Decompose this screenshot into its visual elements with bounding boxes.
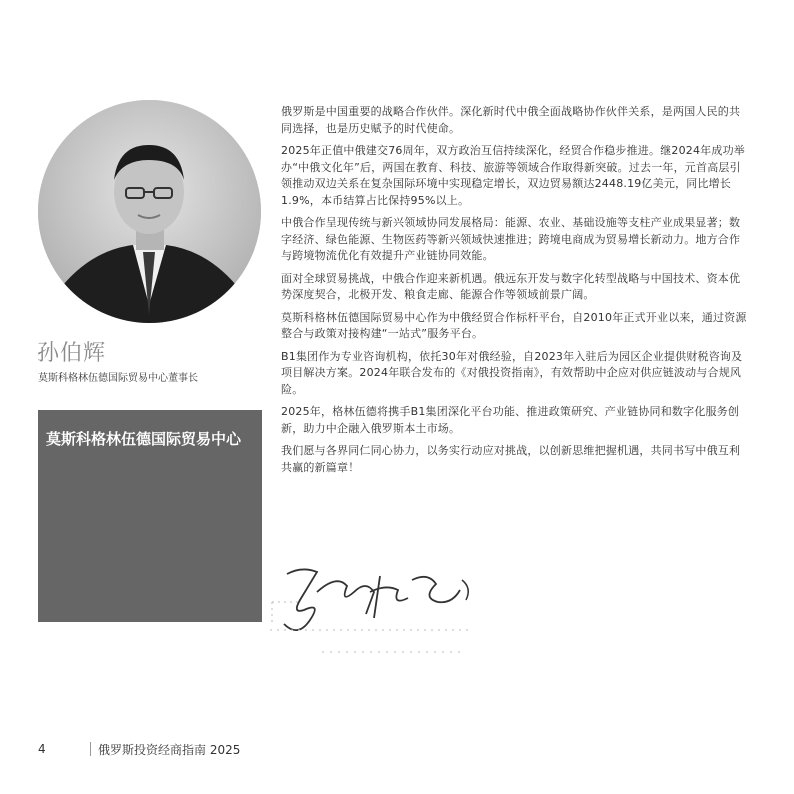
signature [262, 552, 502, 666]
footer-title: 俄罗斯投资经商指南 2025 [98, 743, 241, 757]
body-paragraph: 莫斯科格林伍德国际贸易中心作为中俄经贸合作标杆平台，自2010年正式开业以来，通过资源整合与政策对接构建“一站式”服务平台。 [281, 310, 747, 340]
page-number: 4 [38, 742, 46, 756]
sidebar-box-title: 莫斯科格林伍德国际贸易中心 [46, 430, 242, 448]
body-paragraph: 我们愿与各界同仁同心协力，以务实行动应对挑战，以创新思维把握机遇，共同书写中俄互利共赢的新篇章！ [281, 444, 741, 474]
body-paragraph: 面对全球贸易挑战，中俄合作迎来新机遇。俄远东开发与数字化转型战略与中国技术、资本优势深度契合，北极开发、粮食走廊、能源合作等领域前景广阔。 [281, 271, 741, 301]
person-title: 莫斯科格林伍德国际贸易中心董事长 [38, 373, 198, 384]
sidebar-box [38, 410, 262, 622]
letter-body [281, 104, 751, 482]
body-paragraph: B1集团作为专业咨询机构，依托30年对俄经验，自2023年入驻后为园区企业提供财税咨询及项目解决方案。2024年联合发布的《对俄投资指南》，有效帮助中企应对供应链波动与合规风险。 [281, 349, 743, 396]
body-paragraph: 中俄合作呈现传统与新兴领域协同发展格局：能源、农业、基础设施等支柱产业成果显著；数字经济、绿色能源、生物医药等新兴领域快速推进；跨境电商成为贸易增长新动力。地方合作与跨境物流优化有效提升产业链协同效能。 [281, 216, 741, 262]
body-paragraph: 俄罗斯是中国重要的战略合作伙伴。深化新时代中俄全面战略协作伙伴关系，是两国人民的共同选择，也是历史赋予的时代使命。 [281, 105, 741, 135]
portrait-image [38, 100, 261, 323]
footer-divider [90, 742, 91, 756]
portrait-photo [38, 100, 261, 323]
body-paragraph: 2025年，格林伍德将携手B1集团深化平台功能、推进政策研究、产业链协同和数字化服务创新，助力中企融入俄罗斯本土市场。 [281, 405, 740, 435]
person-name: 孙伯辉 [37, 341, 107, 366]
body-paragraph: 2025年正值中俄建交76周年，双方政治互信持续深化，经贸合作稳步推进。继2024年成功举办“中俄文化年”后，两国在教育、科技、旅游等领域合作取得新突破。过去一年，元首高层引领推动双边关系在复杂国际环境中实现稳定增长，双边贸易额达2448.19亿美元，同比增长1.9%，本币结算占比保持95%以上。 [281, 144, 745, 207]
